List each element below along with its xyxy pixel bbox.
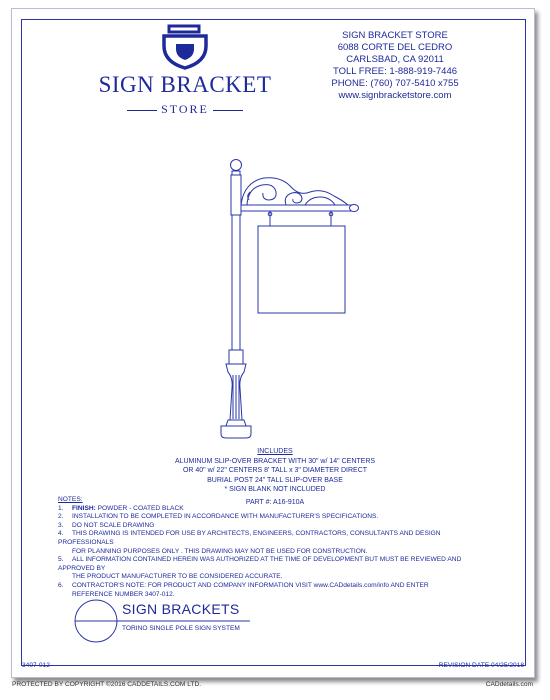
part-number: PART #: A16-910A bbox=[245, 498, 305, 506]
base-ring bbox=[226, 420, 246, 426]
finial-ball bbox=[231, 160, 242, 171]
finial-collar bbox=[232, 171, 240, 175]
revision-date: REVISION DATE 04/25/2018 bbox=[438, 662, 524, 669]
drawing-title: SIGN BRACKETS bbox=[122, 601, 240, 617]
reference-number: 3407-012 bbox=[22, 662, 50, 669]
notes-block bbox=[58, 496, 498, 599]
drawing-subtitle: TORINO SINGLE POLE SIGN SYSTEM bbox=[122, 625, 240, 632]
title-block bbox=[70, 598, 270, 640]
note-item: 3. DO NOT SCALE DRAWING bbox=[58, 521, 155, 529]
includes-line: OR 40" w/ 22" CENTERS 8' TALL x 3" DIAMETER DIRECT bbox=[182, 467, 368, 474]
scroll-curl-middle bbox=[285, 193, 302, 205]
company-line: 6088 CORTE DEL CEDRO bbox=[337, 42, 453, 53]
note-item: 2. INSTALLATION TO BE COMPLETED IN ACCORDANCE WITH MANUFACTURER'S SPECIFICATIONS. bbox=[58, 513, 379, 521]
company-line: CARLSBAD, CA 92011 bbox=[346, 54, 444, 65]
note-item-cont: THE PRODUCT MANUFACTURER TO BE CONSIDERED ACCURATE. bbox=[72, 573, 283, 581]
note-item-cont: FOR PLANNING PURPOSES ONLY . THIS DRAWING MAY NOT BE USED FOR CONSTRUCTION. bbox=[72, 547, 368, 555]
scroll-curl-right bbox=[305, 197, 335, 205]
includes-line: BURIAL POST 24" TALL SLIP-OVER BASE bbox=[207, 476, 343, 484]
note-item: 6. CONTRACTOR'S NOTE: FOR PRODUCT AND COMPANY INFORMATION VISIT www.CADdetails.com/info AND ENTER bbox=[58, 581, 429, 589]
copyright-notice: PROTECTED BY COPYRIGHT ©2016 CADDETAILS.COM LTD. bbox=[12, 681, 202, 688]
note-item-cont: REFERENCE NUMBER 3407-012. bbox=[72, 590, 175, 598]
notes-heading: NOTES: bbox=[58, 496, 83, 503]
includes-heading: INCLUDES bbox=[257, 448, 293, 455]
logo-name: SIGN BRACKET bbox=[98, 72, 272, 97]
company-line: TOLL FREE: 1-888-919-7446 bbox=[332, 66, 458, 77]
company-line: SIGN BRACKET STORE bbox=[342, 30, 448, 41]
note-item: 5. ALL INFORMATION CONTAINED HEREIN WAS AUTHORIZED AT THE TIME OF DEVELOPMENT BUT MUST BE REVIEWED AND APPROVED BY bbox=[58, 556, 462, 572]
company-line: www.signbracketstore.com bbox=[338, 90, 452, 101]
scroll-curl-left bbox=[247, 185, 276, 205]
includes-line: ALUMINUM SLIP-OVER BRACKET WITH 30" w/ 14" CENTERS bbox=[174, 457, 376, 465]
base-collar bbox=[229, 350, 243, 364]
bracket-sleeve bbox=[231, 175, 241, 215]
note-item: 4. THIS DRAWING IS INTENDED FOR USE BY ARCHITECTS, ENGINEERS, CONTRACTORS, CONSULTANTS AND DESIGN PROFESSIONALS bbox=[58, 530, 441, 546]
includes-line: * SIGN BLANK NOT INCLUDED bbox=[224, 486, 326, 493]
logo-sub: STORE bbox=[90, 102, 280, 117]
arm-end-cap bbox=[350, 205, 359, 212]
site-link[interactable]: CADdetails.com bbox=[485, 681, 533, 688]
company-line: PHONE: (760) 707-5410 x755 bbox=[331, 78, 459, 89]
sign-panel bbox=[258, 226, 345, 313]
base-foot bbox=[221, 426, 251, 438]
note-item: 1. FINISH: POWDER - COATED BLACK bbox=[58, 504, 184, 512]
